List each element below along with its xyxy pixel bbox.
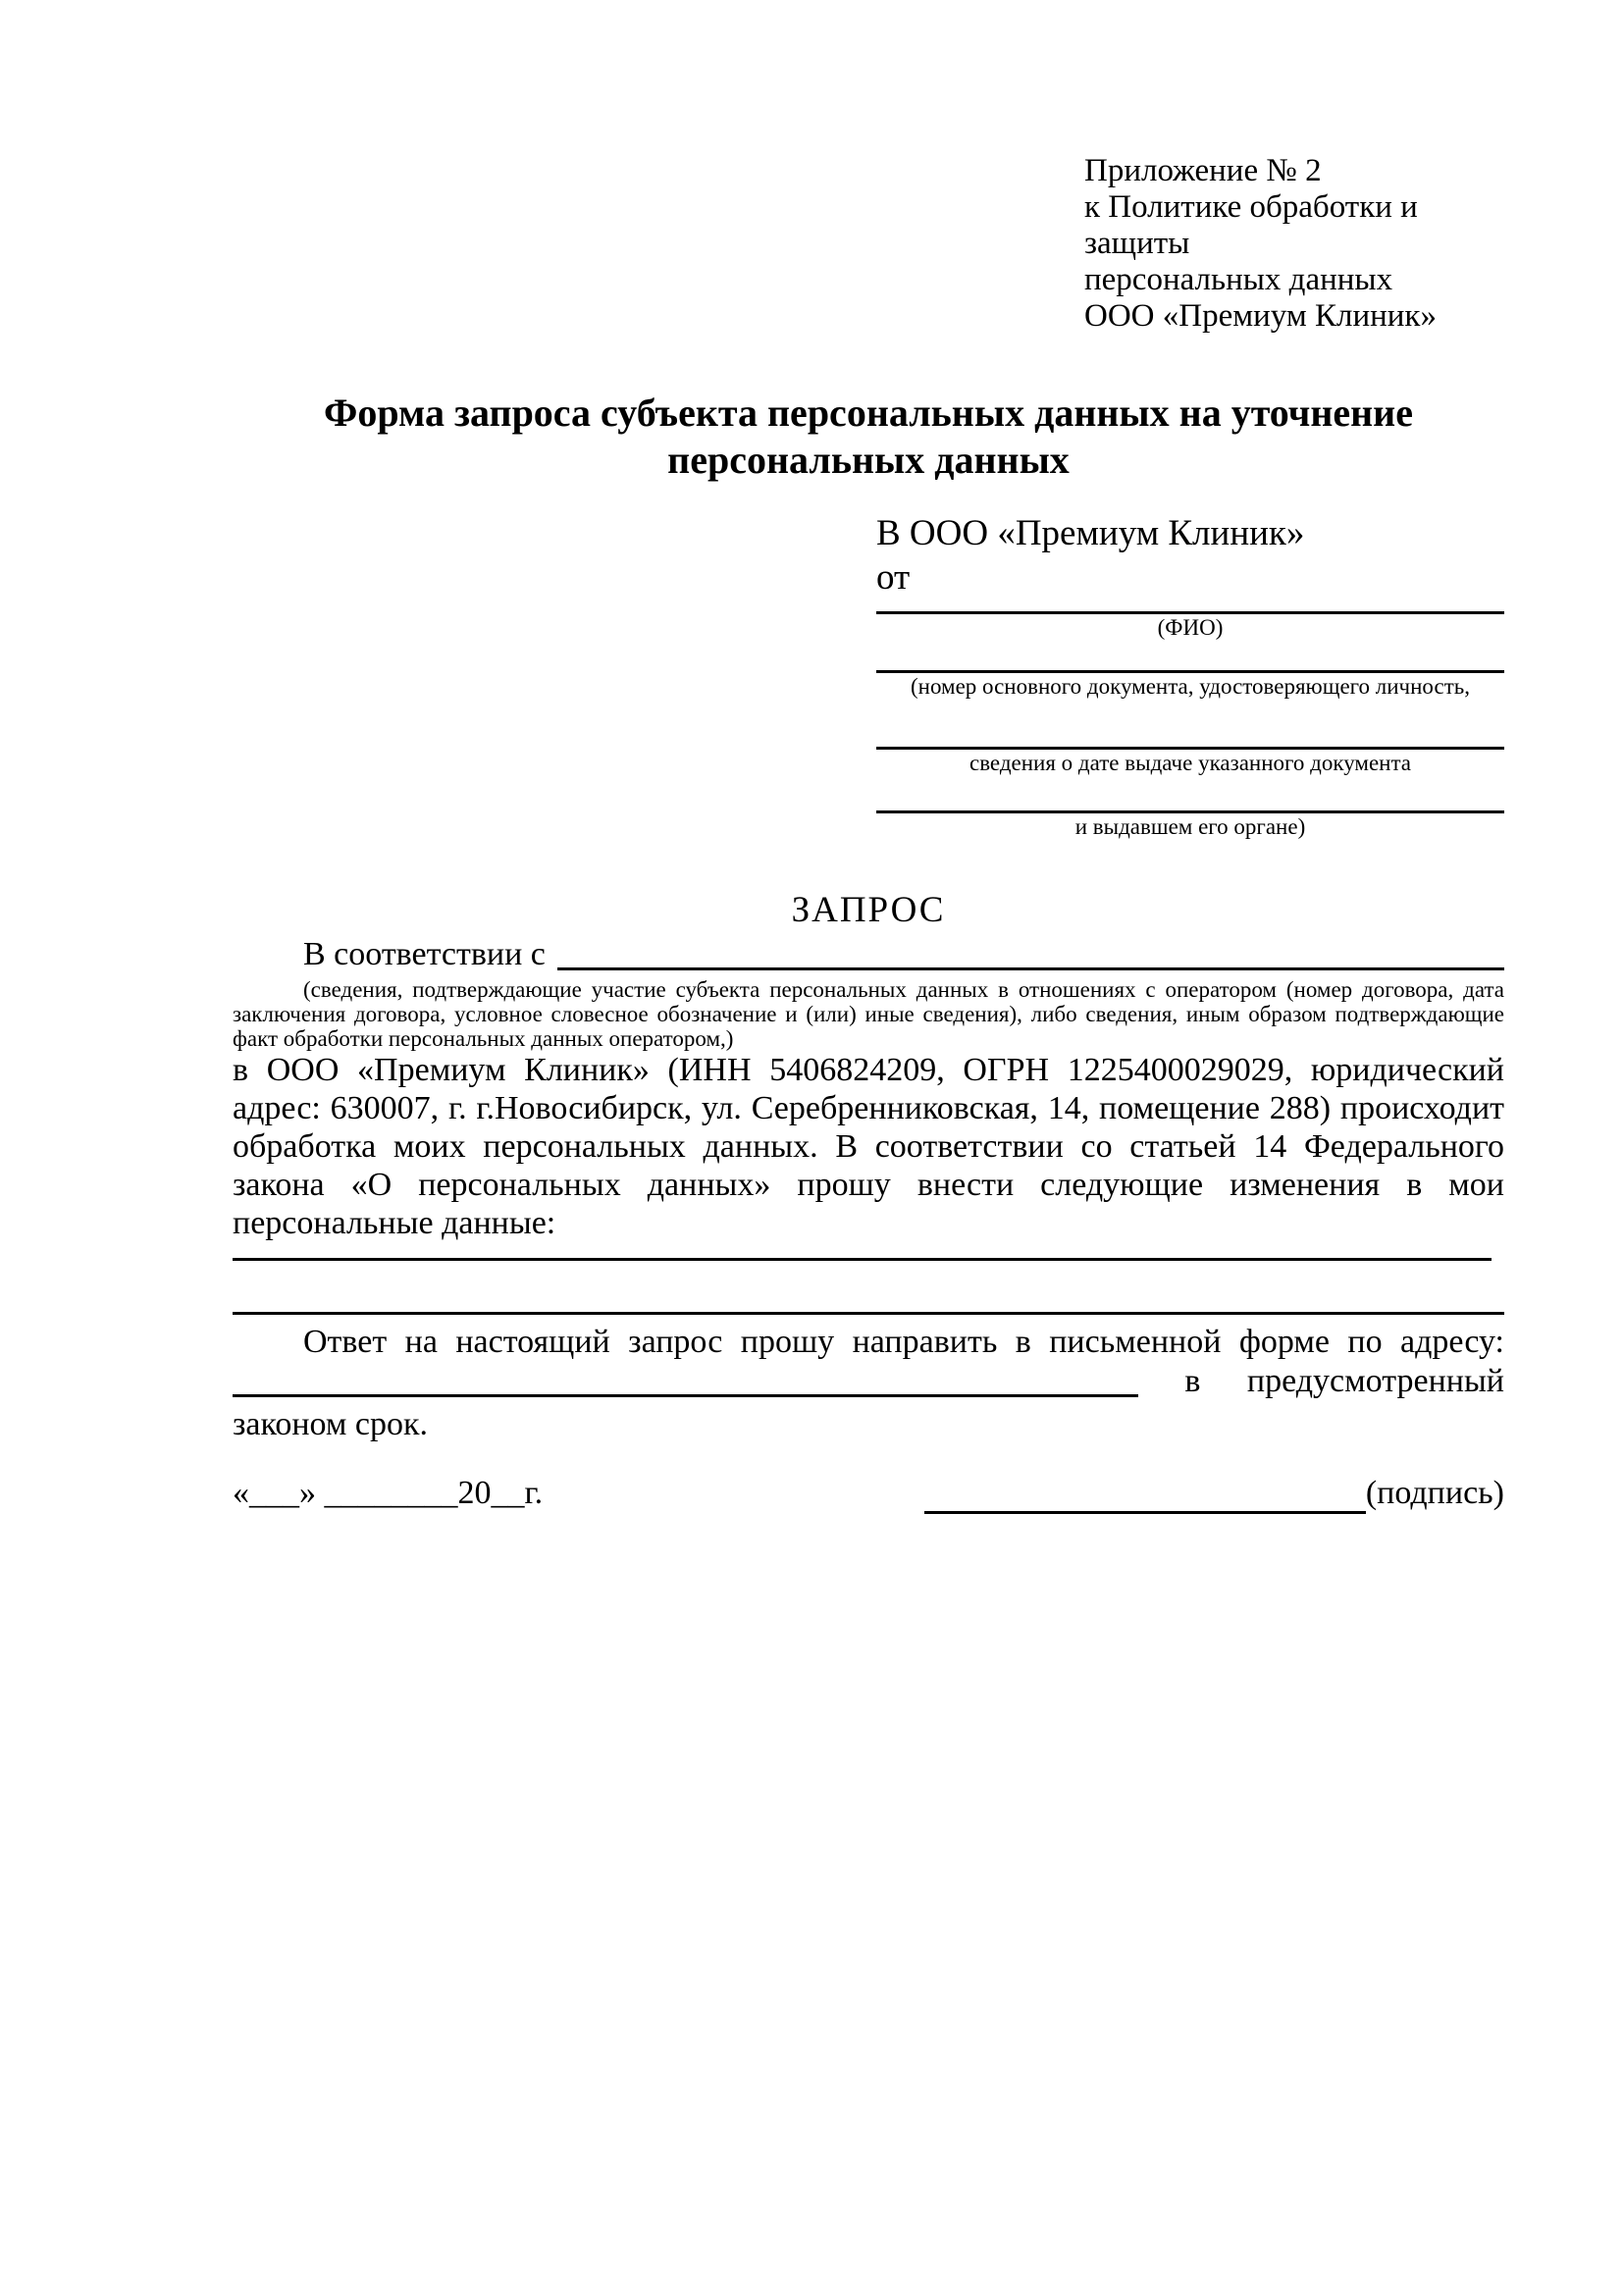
fio-caption: (ФИО)	[1157, 615, 1224, 640]
appendix-line-4: ООО «Премиум Клиник»	[1084, 298, 1437, 334]
request-heading: ЗАПРОС	[791, 890, 946, 930]
doc-number-write-line	[876, 641, 1504, 673]
addressee-to: В ООО «Премиум Клиник»	[876, 513, 1305, 553]
date-blank: «___» ________20__г.	[233, 1475, 544, 1511]
intro-row	[233, 934, 1504, 975]
intro-write-line	[557, 934, 1504, 970]
answer-word-v: в	[1184, 1363, 1201, 1399]
addressee-block	[876, 511, 1504, 840]
changes-write-line-2	[233, 1312, 1504, 1315]
answer-sentence-start: Ответ на настоящий запрос прошу направить в письменной форме по адресу:	[303, 1324, 1504, 1360]
doc-date-field	[876, 700, 1504, 776]
signature-write-line	[924, 1476, 1366, 1514]
form-title: Форма запроса субъекта персональных данных на уточнение персональных данных	[324, 391, 1413, 482]
answer-sentence-end: законом срок.	[233, 1406, 428, 1442]
fio-write-line	[876, 600, 1504, 614]
appendix-note	[1084, 153, 1504, 335]
appendix-line-1: Приложение № 2	[1084, 153, 1322, 188]
doc-date-caption: сведения о дате выдаче указанного документа	[969, 751, 1412, 775]
doc-issuer-write-line	[876, 776, 1504, 813]
answer-address-row	[233, 1361, 1504, 1404]
appendix-line-3: персональных данных	[1084, 262, 1393, 297]
signature-caption: (подпись)	[1365, 1475, 1504, 1511]
changes-write-line-1	[233, 1258, 1492, 1261]
intro-prefix: В соответствии с	[303, 936, 546, 972]
doc-date-write-line	[876, 700, 1504, 750]
doc-number-field	[876, 641, 1504, 700]
body-paragraph: в ООО «Премиум Клиник» (ИНН 5406824209, ОГРН 1225400029029, юридический адрес: 630007, г. г.Новосибирск, ул. Серебренниковская, 14, помещение 288) происходит обработка моих персональных данных. В соответствии со статьей 14 Федерального закона «О персональных данных» прошу внести следующие изменения в мои персональные данные:	[233, 1052, 1504, 1241]
signature-group	[924, 1473, 1504, 1514]
addressee-from-label: от	[876, 557, 911, 598]
doc-issuer-field	[876, 776, 1504, 840]
footer-row	[233, 1473, 1504, 1514]
doc-number-caption: (номер основного документа, удостоверяющего личность,	[910, 674, 1470, 699]
footnote-text: (сведения, подтверждающие участие субъекта персональных данных в отношениях с оператором (номер договора, дата заключения договора, условное словесное обозначение и (или) иные сведения), либо сведения, иным образом подтверждающие факт обработки персональных данных оператором,)	[233, 977, 1504, 1051]
appendix-line-2: к Политике обработки и защиты	[1084, 189, 1418, 261]
answer-word-predusmotrenny: предусмотренный	[1246, 1363, 1504, 1399]
address-write-line	[233, 1361, 1138, 1397]
doc-issuer-caption: и выдавшем его органе)	[1074, 814, 1306, 839]
fio-field	[876, 600, 1504, 641]
